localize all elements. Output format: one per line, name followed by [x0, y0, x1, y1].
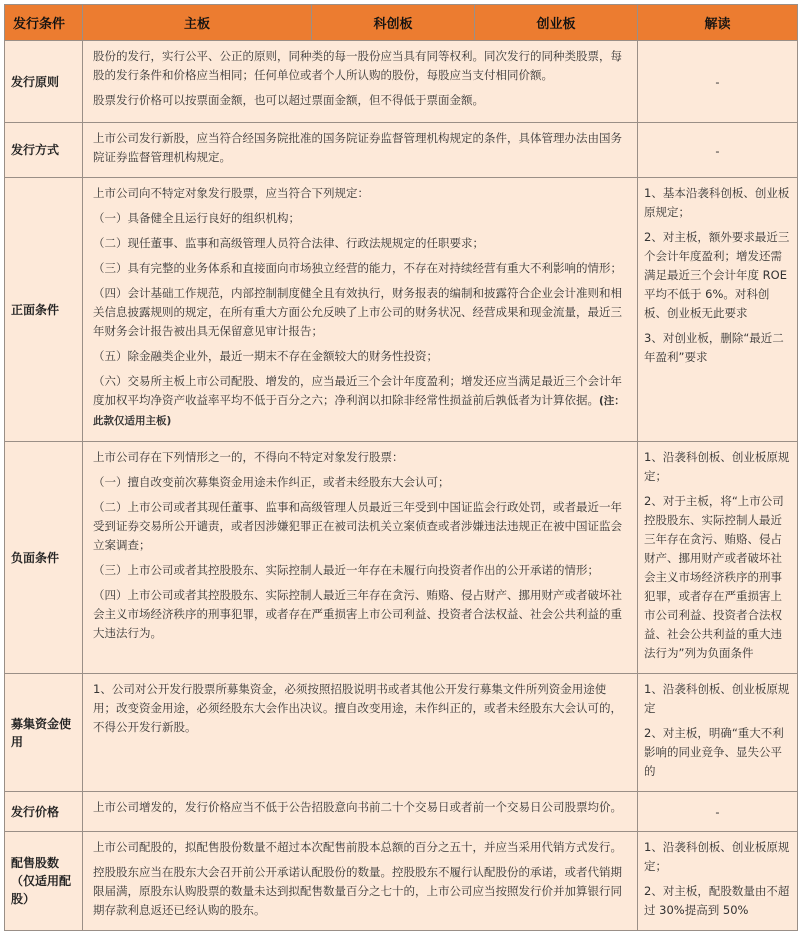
row-interpretation [638, 674, 798, 792]
paragraph [93, 372, 627, 431]
interpretation-point: 2、对于主板，将“上市公司控股股东、实际控制人最近三年存在贪污、贿赂、侵占财产、挪用财产或者破坏社会主义市场经济秩序的刑事犯罪，或者存在严重损害上市公司利益、投资者合法权益、社会公共利益的重大违法行为”列为负面条件 [644, 494, 784, 660]
header-star-market: 科创板 [312, 5, 475, 41]
row-negative-conditions [5, 442, 798, 674]
row-funds-usage [5, 674, 798, 792]
paragraph: （五）除金融类企业外，最近一期末不存在金额较大的财务性投资； [93, 349, 438, 363]
paragraph: 上市公司存在下列情形之一的，不得向不特定对象发行股票： [93, 450, 404, 464]
paragraph: （四）上市公司或者其控股股东、实际控制人最近三年存在贪污、贿赂、侵占财产、挪用财产或者破坏社会主义市场经济秩序的刑事犯罪，或者存在严重损害上市公司利益、投资者合法权益、社会公共利益的重大违法行为。 [93, 588, 622, 640]
row-interpretation: - [638, 41, 798, 123]
paragraph: 上市公司增发的，发行价格应当不低于公告招股意向书前二十个交易日或者前一个交易日公司股票均价。 [93, 800, 622, 814]
row-label: 发行原则 [5, 41, 83, 123]
row-interpretation [638, 832, 798, 931]
issuance-conditions-table [4, 4, 798, 931]
row-content [83, 41, 638, 123]
interpretation-point: 3、对创业板，删除“最近二年盈利”要求 [644, 331, 784, 364]
paragraph: 上市公司发行新股，应当符合经国务院批准的国务院证券监督管理机构规定的条件，具体管理办法由国务院证券监督管理机构规定。 [93, 131, 622, 164]
row-content [83, 178, 638, 442]
interpretation-point: 1、基本沿袭科创板、创业板原规定； [644, 186, 790, 219]
row-interpretation: - [638, 123, 798, 178]
interpretation-point: 1、沿袭科创板、创业板原规定； [644, 450, 790, 483]
paragraph: 1、公司对公开发行股票所募集资金，必须按照招股说明书或者其他公开发行募集文件所列资金用途使用；改变资金用途，必须经股东大会作出决议。擅自改变用途，未作纠正的，或者未经股东大会认可的，不得公开发行新股。 [93, 682, 622, 734]
row-rights-issue [5, 832, 798, 931]
row-label: 正面条件 [5, 178, 83, 442]
row-positive-conditions [5, 178, 798, 442]
row-label: 发行方式 [5, 123, 83, 178]
paragraph-text: （六）交易所主板上市公司配股、增发的，应当最近三个会计年度盈利；增发还应当满足最近三个会计年度加权平均净资产收益率平均不低于百分之六；净利润以扣除非经常性损益前后孰低者为计算依据。 [93, 374, 622, 407]
interpretation-point: 2、对主板，明确“重大不利影响的同业竞争、显失公平的 [644, 726, 784, 778]
row-label: 发行价格 [5, 792, 83, 832]
paragraph: 上市公司向不特定对象发行股票，应当符合下列规定： [93, 186, 369, 200]
row-interpretation [638, 178, 798, 442]
row-label: 募集资金使用 [5, 674, 83, 792]
interpretation-point: 2、对主板，配股数量由不超过 30%提高到 50% [644, 884, 790, 917]
header-interpretation: 解读 [638, 5, 798, 41]
paragraph: （三）上市公司或者其控股股东、实际控制人最近一年存在未履行向投资者作出的公开承诺的情形； [93, 563, 599, 577]
row-content [83, 123, 638, 178]
paragraph: （三）具有完整的业务体系和直接面向市场独立经营的能力，不存在对持续经营有重大不利影响的情形； [93, 261, 622, 275]
paragraph: （二）现任董事、监事和高级管理人员符合法律、行政法规规定的任职要求； [93, 236, 484, 250]
row-issue-price [5, 792, 798, 832]
paragraph: （二）上市公司或者其现任董事、监事和高级管理人员最近三年受到中国证监会行政处罚，或者最近一年受到证券交易所公开谴责，或者因涉嫌犯罪正在被司法机关立案侦查或者涉嫌违法违规正在被中国证监会立案调查； [93, 500, 622, 552]
paragraph: 上市公司配股的，拟配售股份数量不超过本次配售前股本总额的百分之五十，并应当采用代销方式发行。 [93, 840, 622, 854]
row-content [83, 832, 638, 931]
row-issuance-principle [5, 41, 798, 123]
paragraph: 股份的发行，实行公平、公正的原则，同种类的每一股份应当具有同等权利。同次发行的同种类股票，每股的发行条件和价格应当相同；任何单位或者个人所认购的股份，每股应当支付相同价额。 [93, 49, 622, 82]
header-condition: 发行条件 [5, 5, 83, 41]
paragraph: （四）会计基础工作规范，内部控制制度健全且有效执行，财务报表的编制和披露符合企业会计准则和相关信息披露规则的规定，在所有重大方面公允反映了上市公司的财务状况、经营成果和现金流量，最近三年财务会计报告被出具无保留意见审计报告； [93, 286, 622, 338]
row-interpretation: - [638, 792, 798, 832]
interpretation-point: 1、沿袭科创板、创业板原规定； [644, 840, 790, 873]
applicability-note: (注：此款仅适用主板) [93, 395, 625, 427]
header-row [5, 5, 798, 41]
paragraph: （一）具备健全且运行良好的组织机构； [93, 211, 300, 225]
paragraph: 控股股东应当在股东大会召开前公开承诺认配股份的数量。控股股东不履行认配股份的承诺，或者代销期限届满，原股东认购股票的数量未达到拟配售数量百分之七十的，上市公司应当按照发行价并加算银行同期存款利息返还已经认购的股东。 [93, 865, 622, 917]
interpretation-point: 2、对主板，额外要求最近三个会计年度盈利；增发还需满足最近三个会计年度 ROE 平均不低于 6%。对科创板、创业板无此要求 [644, 230, 790, 320]
row-content [83, 674, 638, 792]
interpretation-point: 1、沿袭科创板、创业板原规定 [644, 682, 790, 715]
row-interpretation [638, 442, 798, 674]
row-content [83, 442, 638, 674]
row-label: 负面条件 [5, 442, 83, 674]
row-content [83, 792, 638, 832]
row-issuance-method [5, 123, 798, 178]
paragraph: （一）擅自改变前次募集资金用途未作纠正，或者未经股东大会认可； [93, 475, 450, 489]
paragraph: 股票发行价格可以按票面金额，也可以超过票面金额，但不得低于票面金额。 [93, 93, 484, 107]
row-label: 配售股数（仅适用配股） [5, 832, 83, 931]
header-chinext: 创业板 [475, 5, 638, 41]
header-main-board: 主板 [83, 5, 312, 41]
